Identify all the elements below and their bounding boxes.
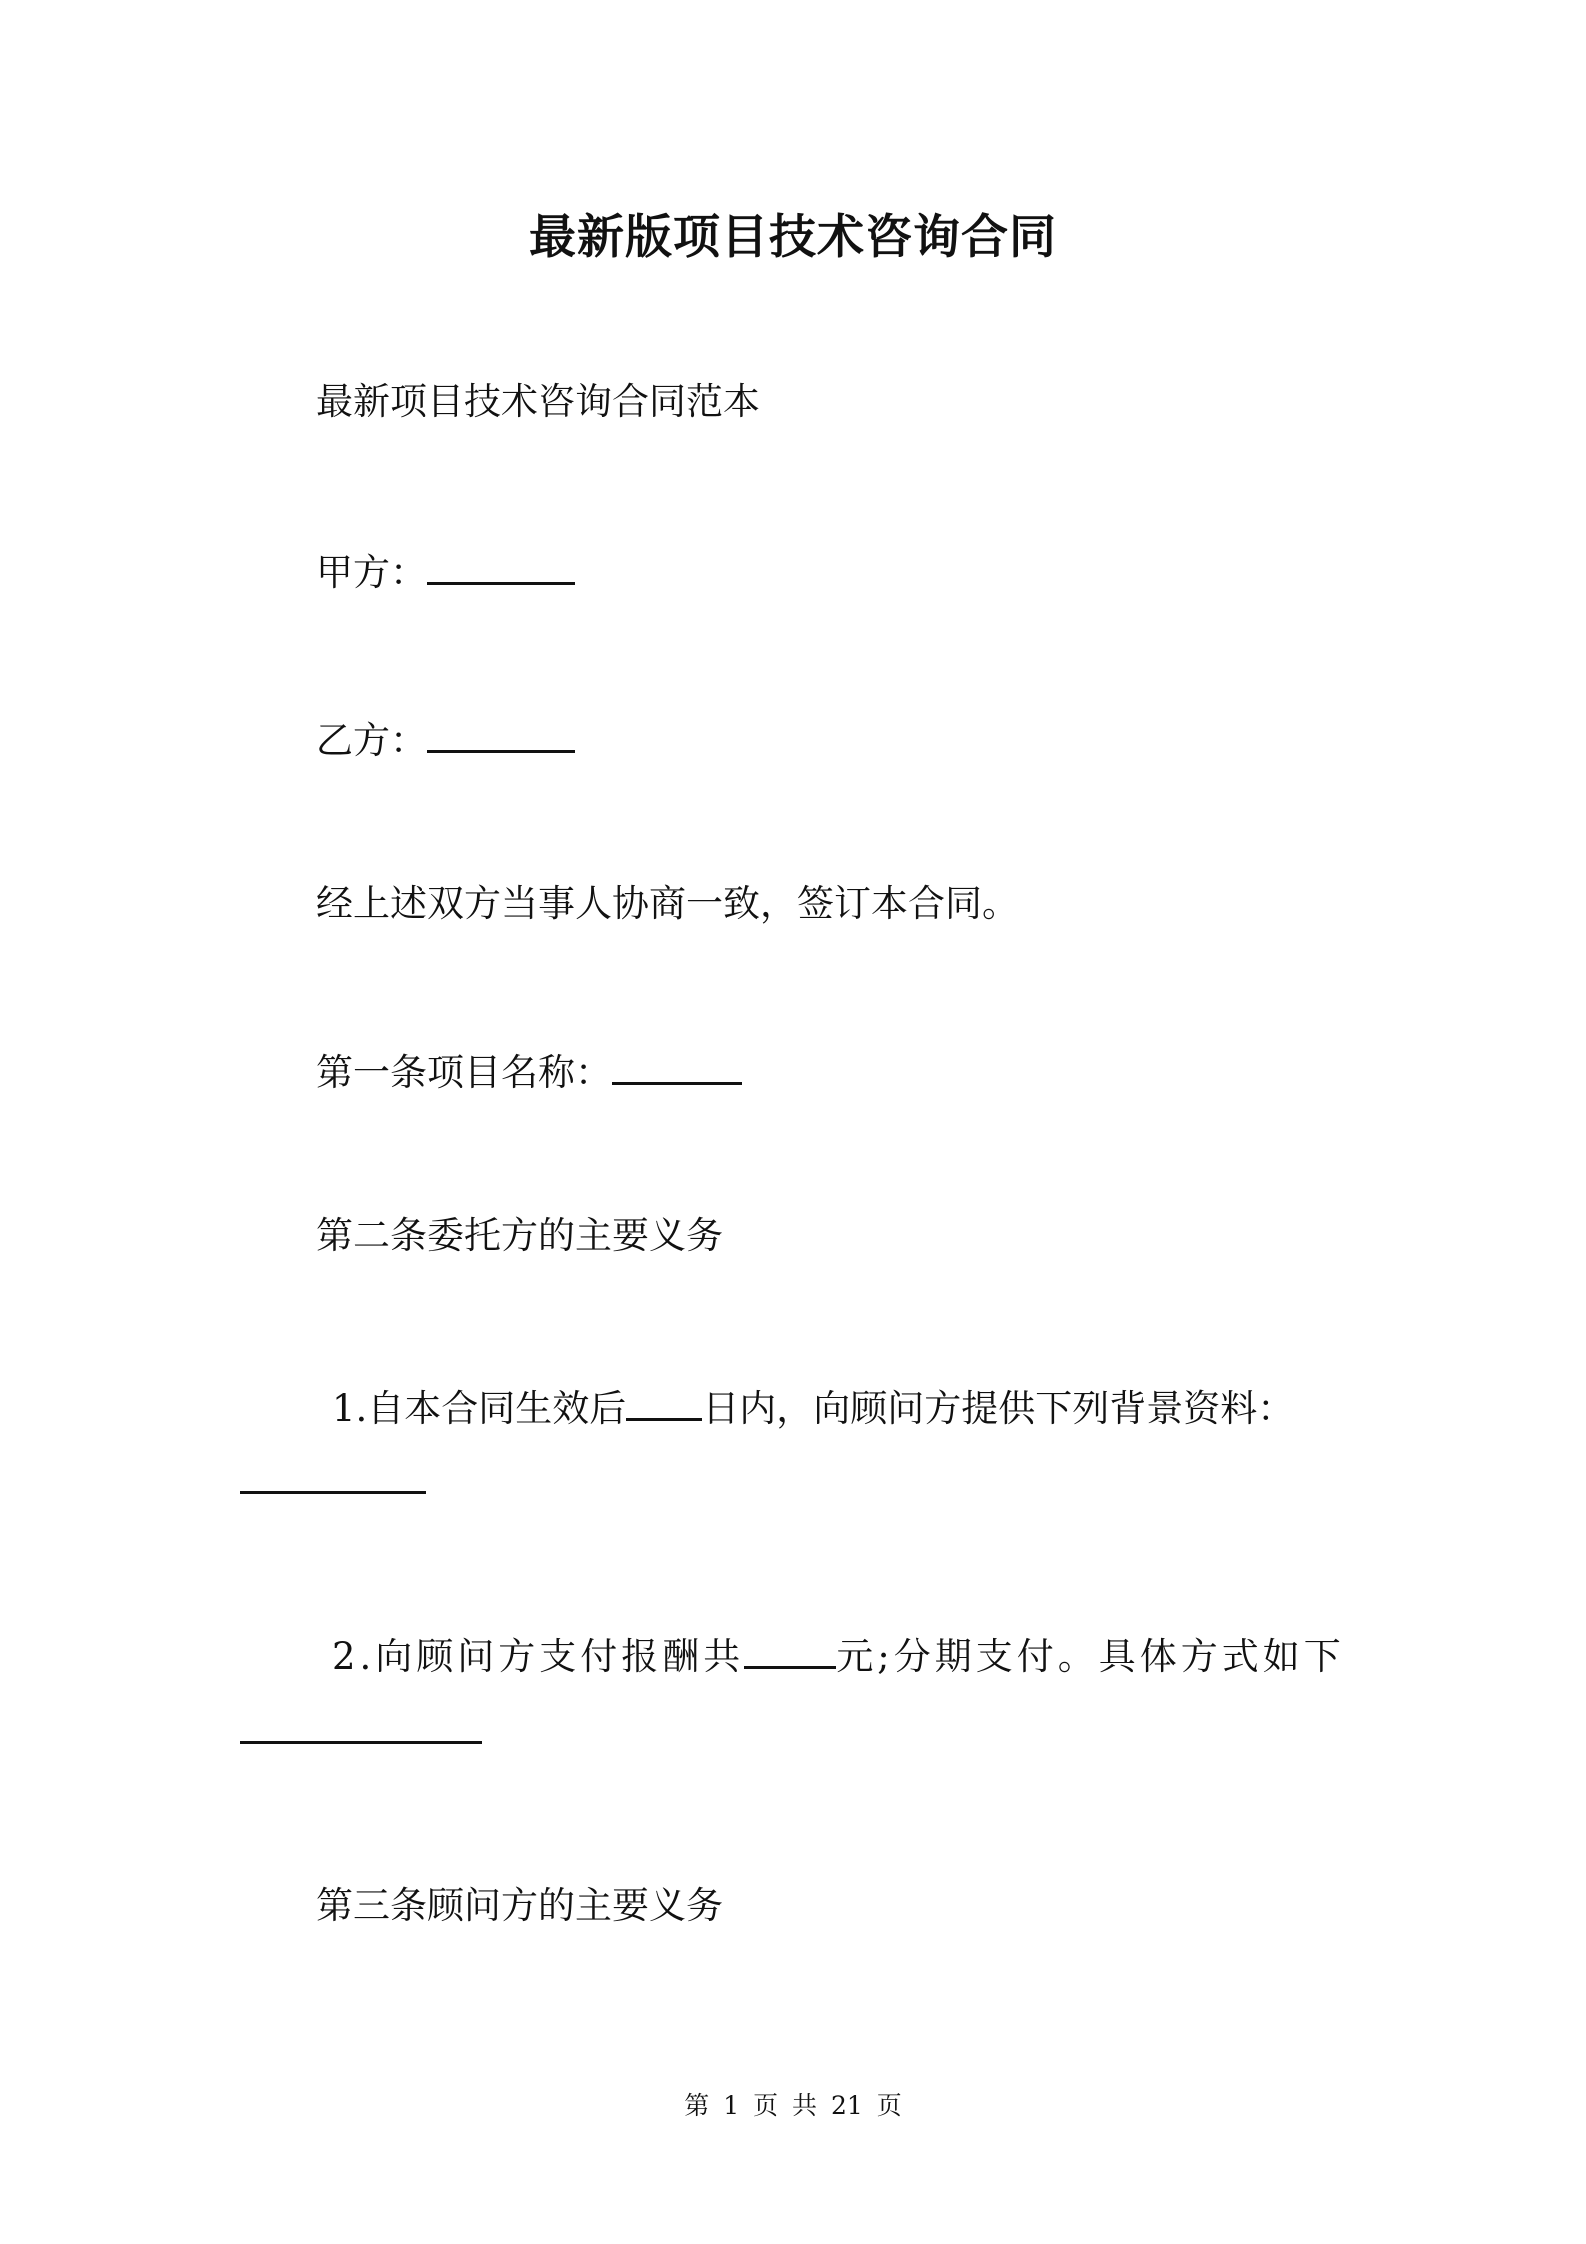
item1-suffix: 日内，向顾问方提供下列背景资料： (702, 1387, 1295, 1430)
party-b-label: 乙方： (316, 719, 427, 762)
page-footer: 第 1 页 共 21 页 (684, 2091, 902, 2120)
article3-heading: 第三条顾问方的主要义务 (316, 1884, 723, 1927)
article1-line (316, 1046, 742, 1097)
document-subtitle: 最新项目技术咨询合同范本 (316, 380, 760, 423)
item2-amount-blank (744, 1630, 836, 1669)
item1-materials-blank (240, 1491, 426, 1494)
document-title: 最新版项目技术咨询合同 (529, 210, 1057, 265)
party-b-line (316, 714, 575, 765)
party-a-label: 甲方： (316, 551, 427, 594)
party-a-line (316, 546, 575, 597)
party-b-blank (427, 714, 575, 753)
item1-line (332, 1382, 1294, 1433)
article1-blank (612, 1046, 742, 1085)
article1-label: 第一条项目名称： (316, 1051, 612, 1094)
item2-method-blank (240, 1741, 482, 1744)
agreement-text: 经上述双方当事人协商一致，签订本合同。 (316, 882, 1019, 925)
article2-heading: 第二条委托方的主要义务 (316, 1214, 723, 1257)
item2-line (332, 1630, 1345, 1681)
party-a-blank (427, 546, 575, 585)
item1-prefix: 1.自本合同生效后 (332, 1387, 627, 1430)
item2-suffix: 元;分期支付。具体方式如下 (836, 1635, 1345, 1678)
item2-prefix: 2.向顾问方支付报酬共 (332, 1635, 745, 1678)
item1-days-blank (626, 1382, 702, 1421)
